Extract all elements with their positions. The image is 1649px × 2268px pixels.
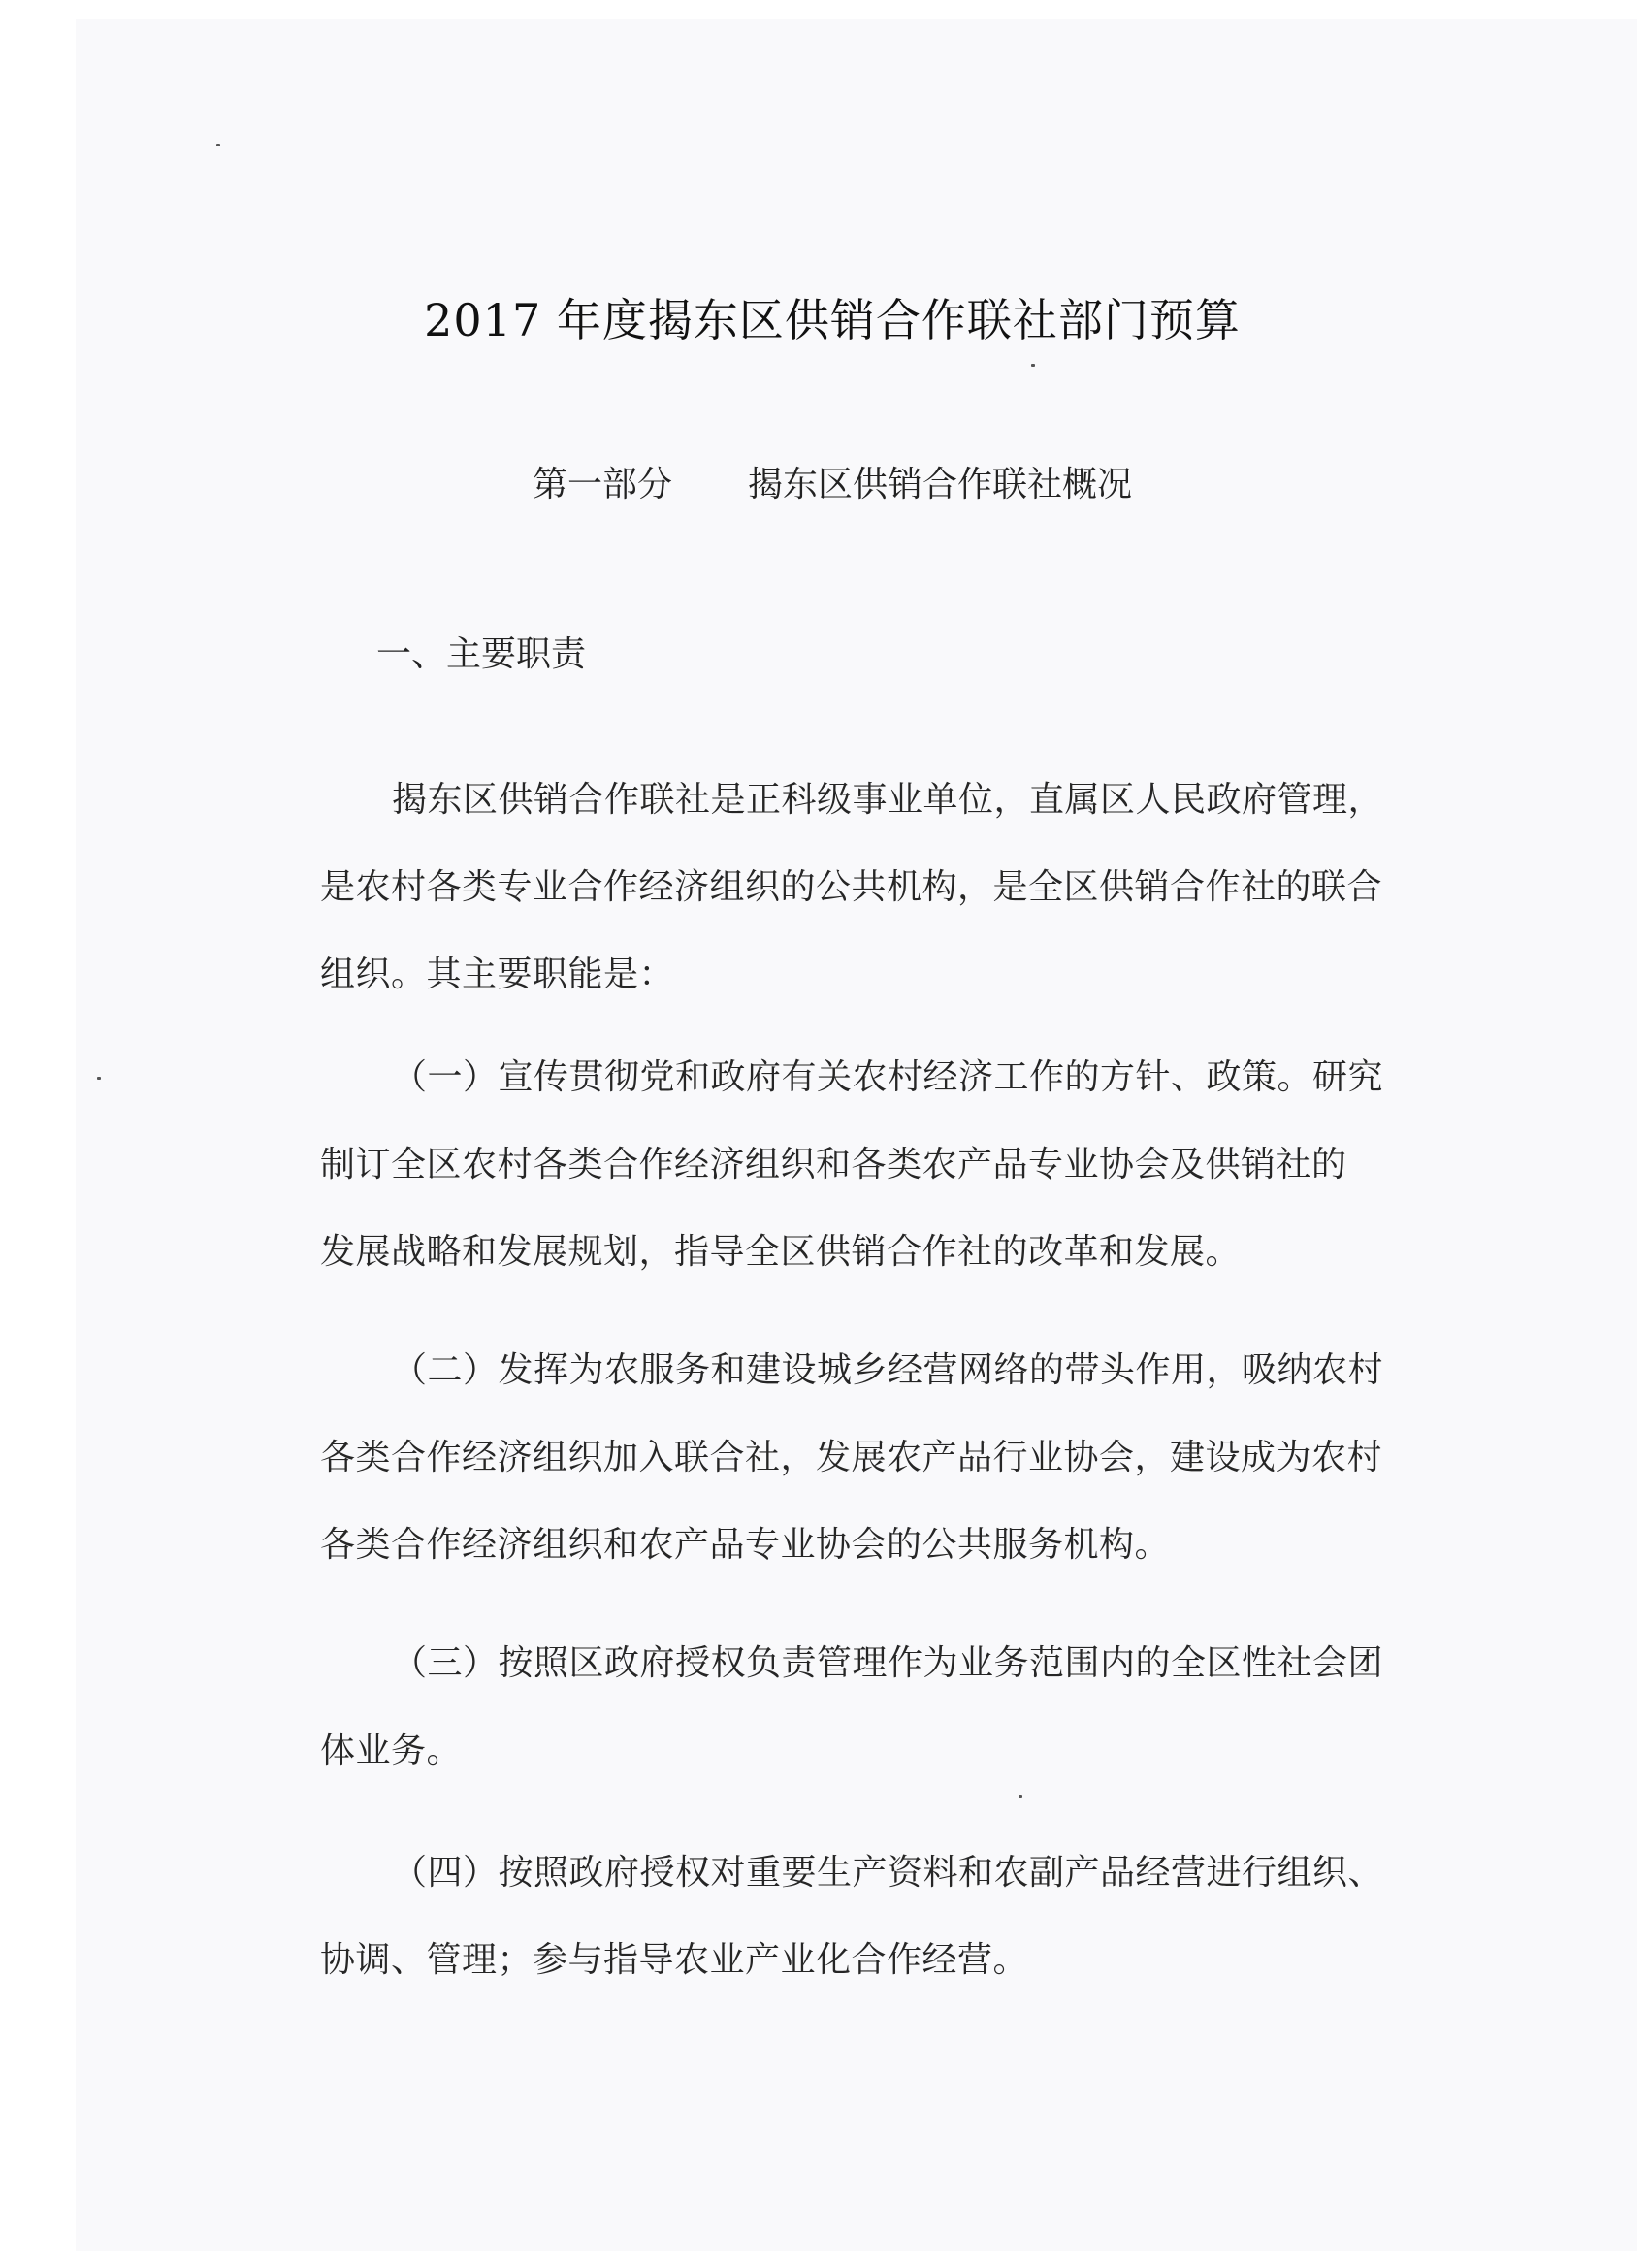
scan-speck xyxy=(1031,364,1035,367)
scan-speck xyxy=(216,144,220,146)
section-heading: 一、主要职责 xyxy=(376,634,587,674)
document-title: 2017 年度揭东区供销合作联社部门预算 xyxy=(424,294,1241,346)
paragraph-line: 发展战略和发展规划，指导全区供销合作社的改革和发展。 xyxy=(320,1232,1242,1272)
paragraph-line: 体业务。 xyxy=(320,1731,463,1770)
paragraph-line: 是农村各类专业合作经济组织的公共机构，是全区供销合作社的联合 xyxy=(320,867,1383,907)
scan-speck xyxy=(97,1077,101,1080)
paragraph-line: （二）发挥为农服务和建设城乡经营网络的带头作用，吸纳农村 xyxy=(392,1350,1384,1390)
paragraph-line: 制订全区农村各类合作经济组织和各类农产品专业协会及供销社的 xyxy=(320,1145,1347,1184)
paragraph-duty-4 xyxy=(320,1830,1533,2004)
paragraph-line: 揭东区供销合作联社是正科级事业单位，直属区人民政府管理， xyxy=(392,780,1384,820)
page-content xyxy=(76,0,1637,2268)
paragraph-duty-1 xyxy=(320,1034,1533,1296)
scan-speck xyxy=(1018,1795,1022,1798)
paragraph-line: （三）按照区政府授权负责管理作为业务范围内的全区性社会团 xyxy=(392,1643,1384,1683)
paragraph-line: 各类合作经济组织加入联合社，发展农产品行业协会，建设成为农村 xyxy=(320,1438,1383,1477)
paragraph-line: 各类合作经济组织和农产品专业协会的公共服务机构。 xyxy=(320,1525,1171,1565)
paragraph-line: （四）按照政府授权对重要生产资料和农副产品经营进行组织、 xyxy=(392,1853,1384,1893)
part-heading xyxy=(76,461,1589,509)
paragraph-duty-2 xyxy=(320,1327,1533,1589)
paragraph-line: 协调、管理；参与指导农业产业化合作经营。 xyxy=(320,1940,1029,1980)
paragraph-line: （一）宣传贯彻党和政府有关农村经济工作的方针、政策。研究 xyxy=(392,1057,1384,1097)
part-number: 第一部分 xyxy=(532,465,672,504)
paragraph-duty-3 xyxy=(320,1620,1533,1795)
paragraph-intro xyxy=(320,757,1533,1019)
part-title: 揭东区供销合作联社概况 xyxy=(748,465,1133,504)
paragraph-line: 组织。其主要职能是： xyxy=(320,955,675,994)
